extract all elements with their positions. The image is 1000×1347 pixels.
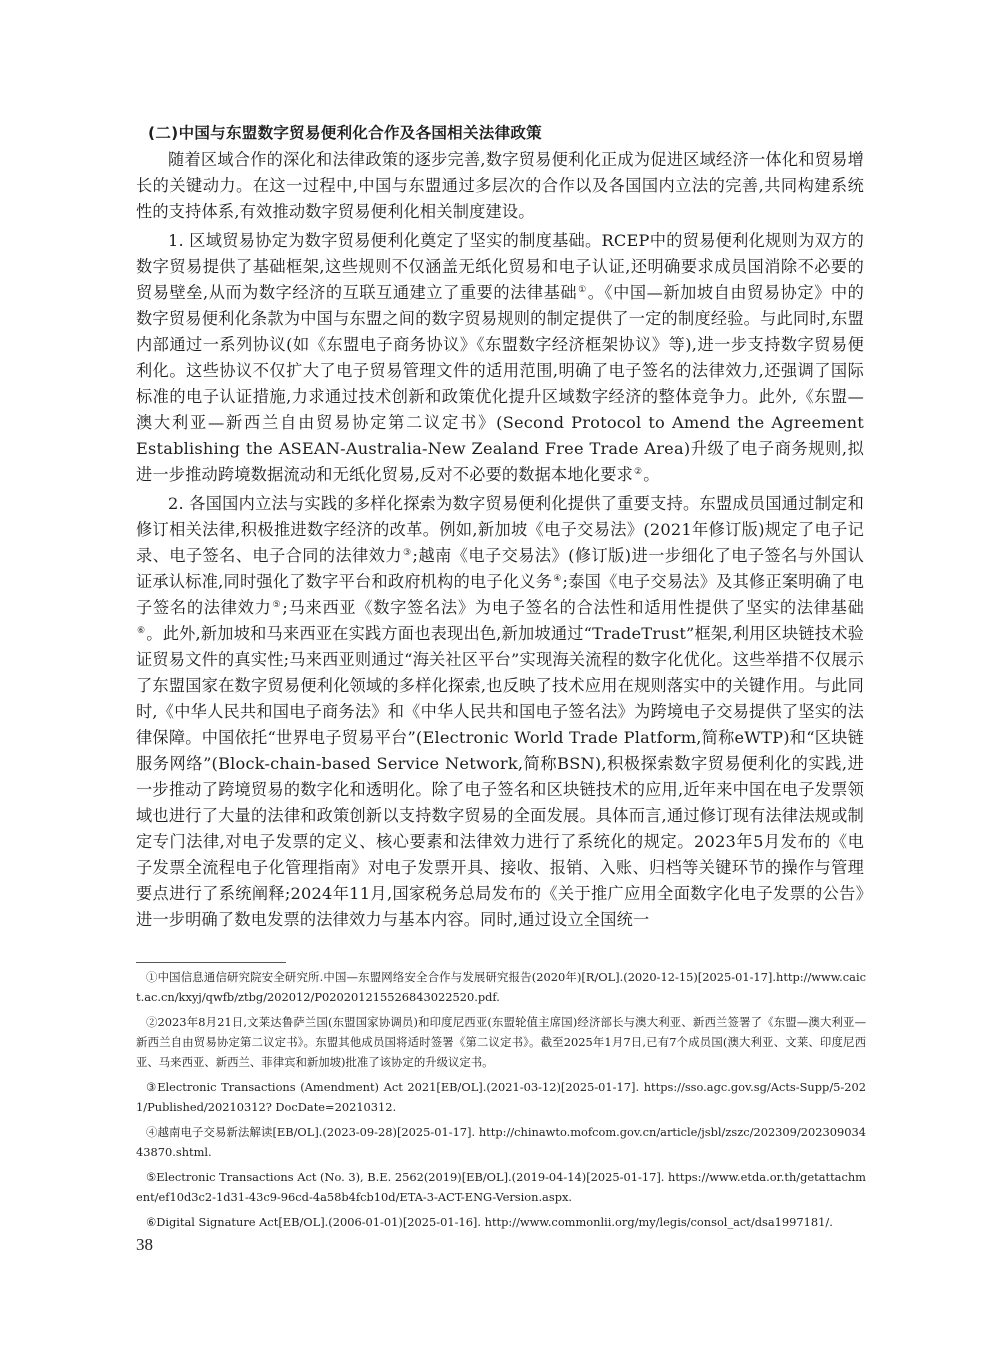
footnote-marker[interactable]: ④ — [553, 573, 562, 584]
paragraph-text: 。《中国—新加坡自由贸易协定》中的数字贸易便利化条款为中国与东盟之间的数字贸易规则的制定提供了一定的制度经验。与此同时,东盟内部通过一系列协议(如《东盟电子商务协议》《东盟数字经济框架协议》等),进一步支持数字贸易便利化。这些协议不仅扩大了电子贸易管理文件的适用范围,明确了电子签名的法律效力,还强调了国际标准的电子认证措施,力求通过技术创新和政策优化提升区域数字经济的整体竞争力。此外,《东盟—澳大利亚—新西兰自由贸易协定第二议定书》(Second Protocol to Amend the Agreement Establishing the ASEAN-Australia-New Zealand Free Trade Area)升级了电子商务规则,拟进一步推动跨境数据流动和无纸化贸易,反对不必要的数据本地化要求 — [136, 283, 864, 484]
footnote-marker[interactable]: ⑥ — [137, 625, 146, 636]
paragraph-text: 1. 区域贸易协定为数字贸易便利化奠定了坚实的制度基础。RCEP中的贸易便利化规则为双方的数字贸易提供了基础框架,这些规则不仅涵盖无纸化贸易和电子认证,还明确要求成员国消除不必要的贸易壁垒,从而为数字经济的互联互通建立了重要的法律基础 — [136, 231, 864, 302]
footnote-item: ①中国信息通信研究院安全研究所.中国—东盟网络安全合作与发展研究报告(2020年)[R/OL].(2020-12-15)[2025-01-17].http://www.caict.ac.cn/kxyj/qwfb/ztbg/202012/P020201215526843022520.pdf. — [136, 970, 866, 1004]
paragraph-domestic-legislation — [136, 491, 864, 933]
paragraph-text: 2. 各国国内立法与实践的多样化探索为数字贸易便利化提供了重要支持。东盟成员国通过制定和修订相关法律,积极推进数字经济的改革。例如,新加坡《电子交易法》(2021年修订版)规定了电子记录、电子签名、电子合同的法律效力 — [136, 494, 864, 565]
footnote-item: ⑥Digital Signature Act[EB/OL].(2006-01-01)[2025-01-16]. http://www.commonlii.org/my/legis/consol_act/dsa1997181/. — [146, 1215, 833, 1229]
section-heading: (二)中国与东盟数字贸易便利化合作及各国相关法律政策 — [148, 124, 542, 142]
footnote-marker[interactable]: ③ — [403, 547, 412, 558]
paragraph-intro — [136, 147, 864, 225]
page-number: 38 — [136, 1235, 153, 1254]
paragraph-text: ;马来西亚《数字签名法》为电子签名的合法性和适用性提供了坚实的法律基础 — [282, 598, 864, 617]
body-text — [136, 147, 864, 933]
footnote-item: ⑤Electronic Transactions Act (No. 3), B.E. 2562(2019)[EB/OL].(2019-04-14)[2025-01-17]. https://www.etda.or.th/getattachment/ef10d3c2-1d31-43c9-96cd-4a58b4fcb10d/ETA-3-ACT-ENG-Version.aspx. — [136, 1170, 866, 1204]
paragraph-regional-agreements — [136, 228, 864, 488]
footnote-marker[interactable]: ② — [633, 466, 643, 477]
footnote-marker[interactable]: ⑤ — [272, 599, 282, 610]
paragraph-text: 。 — [643, 465, 660, 484]
footnote-divider — [136, 962, 286, 963]
footnotes — [136, 967, 866, 1237]
footnote-item: ③Electronic Transactions (Amendment) Act 2021[EB/OL].(2021-03-12)[2025-01-17]. https://sso.agc.gov.sg/Acts-Supp/5-2021/Published/20210312? DocDate=20210312. — [136, 1080, 866, 1114]
paragraph-text: 随着区域合作的深化和法律政策的逐步完善,数字贸易便利化正成为促进区域经济一体化和贸易增长的关键动力。在这一过程中,中国与东盟通过多层次的合作以及各国国内立法的完善,共同构建系统性的支持体系,有效推动数字贸易便利化相关制度建设。 — [136, 150, 864, 221]
footnote-marker[interactable]: ① — [578, 284, 587, 295]
paragraph-text: ;越南《电子交易法》(修订版)进一步细化了电子签名与外国认证承认标准,同时强化了数字平台和政府机构的电子化义务 — [136, 546, 864, 591]
paragraph-text: ;泰国《电子交易法》及其修正案明确了电子签名的法律效力 — [136, 572, 864, 617]
footnote-item: ②2023年8月21日,文莱达鲁萨兰国(东盟国家协调员)和印度尼西亚(东盟轮值主席国)经济部长与澳大利亚、新西兰签署了《东盟—澳大利亚—新西兰自由贸易协定第二议定书》。东盟其他成员国将适时签署《第二议定书》。截至2025年1月7日,已有7个成员国(澳大利亚、文莱、印度尼西亚、马来西亚、新西兰、菲律宾和新加坡)批准了该协定的升级议定书。 — [136, 1015, 866, 1069]
footnote-item: ④越南电子交易新法解读[EB/OL].(2023-09-28)[2025-01-17]. http://chinawto.mofcom.gov.cn/article/jsbl/zszc/202309/20230903443870.shtml. — [136, 1125, 866, 1159]
paragraph-text: 。此外,新加坡和马来西亚在实践方面也表现出色,新加坡通过“TradeTrust”框架,利用区块链技术验证贸易文件的真实性;马来西亚则通过“海关社区平台”实现海关流程的数字化优化。这些举措不仅展示了东盟国家在数字贸易便利化领域的多样化探索,也反映了技术应用在规则落实中的关键作用。与此同时,《中华人民共和国电子商务法》和《中华人民共和国电子签名法》为跨境电子交易提供了坚实的法律保障。中国依托“世界电子贸易平台”(Electronic World Trade Platform,简称eWTP)和“区块链服务网络”(Block-chain-based Service Network,简称BSN),积极探索数字贸易便利化的实践,进一步推动了跨境贸易的数字化和透明化。除了电子签名和区块链技术的应用,近年来中国在电子发票领域也进行了大量的法律和政策创新以支持数字贸易的全面发展。具体而言,通过修订现有法律法规或制定专门法律,对电子发票的定义、核心要素和法律效力进行了系统化的规定。2023年5月发布的《电子发票全流程电子化管理指南》对电子发票开具、接收、报销、入账、归档等关键环节的操作与管理要点进行了系统阐释;2024年11月,国家税务总局发布的《关于推广应用全面数字化电子发票的公告》进一步明确了数电发票的法律效力与基本内容。同时,通过设立全国统一 — [136, 624, 864, 929]
